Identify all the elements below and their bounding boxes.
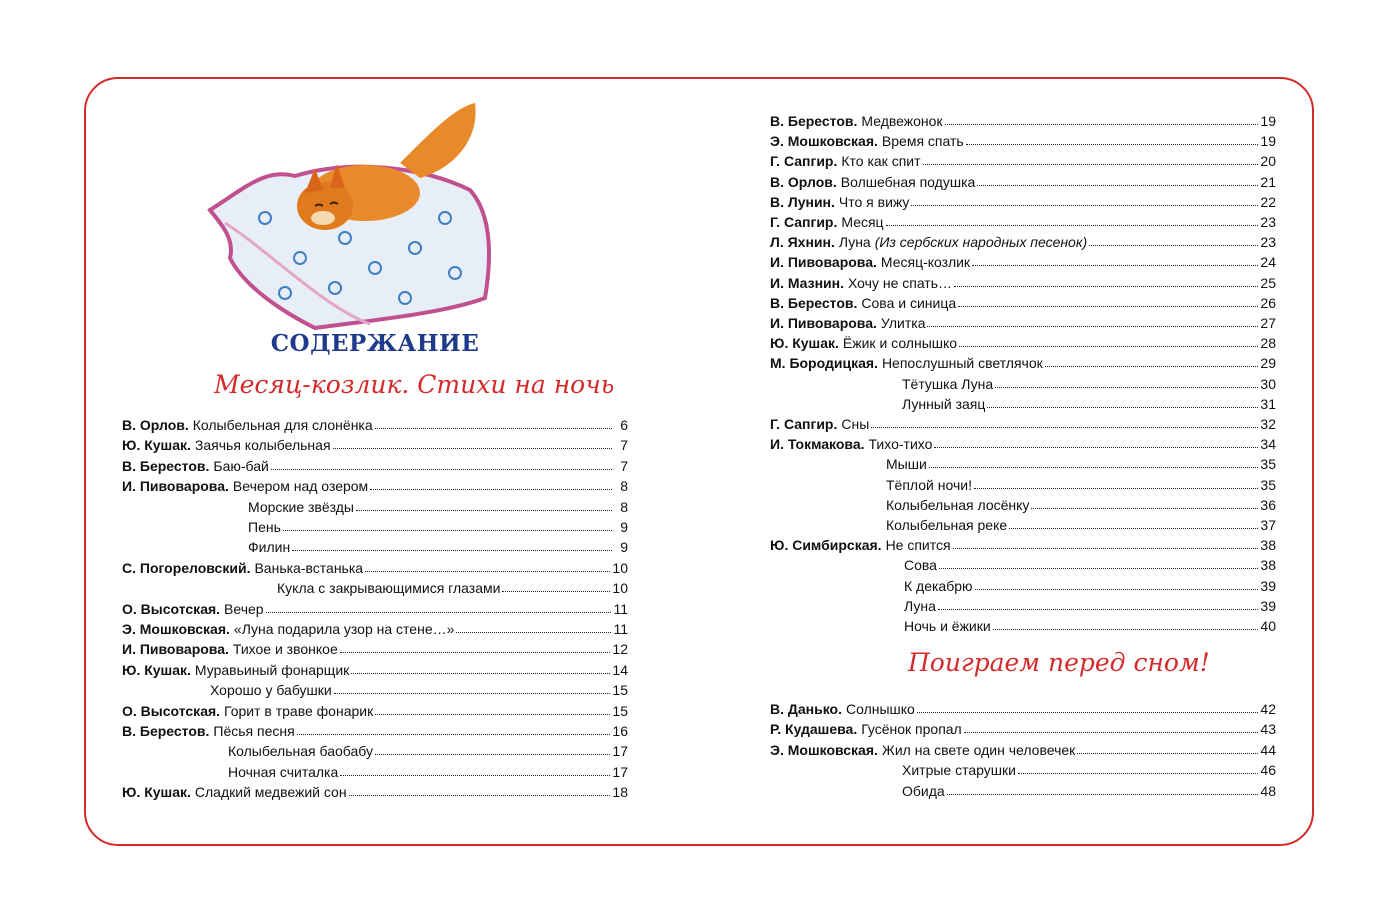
entry-page-number: 36 bbox=[1260, 496, 1276, 513]
contents-entry bbox=[122, 412, 628, 432]
entry-page-number: 38 bbox=[1260, 557, 1276, 574]
entry-page-number: 22 bbox=[1260, 193, 1276, 210]
contents-entry bbox=[770, 209, 1276, 229]
entry-page-number: 26 bbox=[1260, 294, 1276, 311]
entry-author: В. Берестов. bbox=[122, 723, 210, 739]
dot-leader bbox=[375, 714, 610, 715]
entry-author: В. Данько. bbox=[770, 701, 842, 717]
dot-leader bbox=[365, 571, 610, 572]
dot-leader bbox=[939, 568, 1258, 569]
entry-page-number: 17 bbox=[612, 763, 628, 780]
entry-author: Э. Мошковская. bbox=[770, 133, 878, 150]
entry-page-number: 37 bbox=[1260, 517, 1276, 533]
dot-leader bbox=[886, 225, 1259, 226]
dot-leader bbox=[375, 428, 612, 429]
dot-leader bbox=[456, 632, 611, 633]
entry-title: Луна bbox=[904, 597, 936, 614]
contents-entry bbox=[770, 229, 1276, 249]
entry-title: Сова bbox=[904, 557, 937, 574]
dot-leader bbox=[975, 589, 1259, 590]
contents-entry bbox=[770, 128, 1276, 148]
entry-page-number: 48 bbox=[1260, 782, 1276, 799]
entry-author: Э. Мошковская. bbox=[770, 741, 878, 758]
entry-title: Месяц bbox=[841, 214, 884, 230]
dot-leader bbox=[502, 591, 610, 592]
contents-entry bbox=[904, 552, 1276, 572]
contents-entry bbox=[770, 249, 1276, 269]
entry-author: О. Высотская. bbox=[122, 600, 221, 617]
entry-author: Ю. Симбирская. bbox=[770, 537, 882, 554]
entry-author: Р. Кудашева. bbox=[770, 721, 858, 738]
entry-page-number: 43 bbox=[1260, 721, 1276, 738]
entry-author: Ю. Кушак. bbox=[122, 437, 191, 454]
entry-title: Мыши bbox=[886, 456, 927, 473]
entry-title: Жил на свете один человечек bbox=[881, 741, 1076, 758]
entry-page-number: 27 bbox=[1260, 315, 1276, 331]
contents-entry bbox=[248, 534, 628, 554]
entry-title: «Луна подарила узор на стене…» bbox=[233, 621, 455, 637]
entry-author: В. Берестов. bbox=[122, 457, 210, 474]
entry-page-number: 10 bbox=[612, 559, 628, 576]
dot-leader bbox=[987, 407, 1258, 408]
section-title-2: Поиграем перед сном! bbox=[908, 648, 1210, 677]
entry-title: Муравьиный фонарщик bbox=[194, 661, 350, 678]
entry-title: Лунный заяц bbox=[902, 395, 986, 412]
contents-entry bbox=[770, 169, 1276, 189]
dot-leader bbox=[266, 612, 612, 613]
entry-title: Обида bbox=[902, 782, 945, 799]
entry-author: В. Берестов. bbox=[770, 294, 858, 311]
entry-page-number: 34 bbox=[1260, 436, 1276, 453]
entry-title: Горит в траве фонарик bbox=[224, 702, 374, 719]
entry-title: Ночь и ёжики bbox=[904, 618, 991, 634]
entry-title: Медвежонок bbox=[861, 113, 943, 129]
entry-page-number: 39 bbox=[1260, 597, 1276, 614]
contents-entry bbox=[770, 270, 1276, 290]
page-title: СОДЕРЖАНИЕ bbox=[270, 330, 480, 357]
dot-leader bbox=[966, 144, 1259, 145]
dot-leader bbox=[953, 548, 1259, 549]
contents-entry bbox=[228, 738, 628, 758]
entry-title: Морские звёзды bbox=[248, 498, 354, 515]
dot-leader bbox=[356, 510, 612, 511]
dot-leader bbox=[1009, 528, 1258, 529]
section-title-1: Месяц-козлик. Стихи на ночь bbox=[214, 370, 615, 399]
entry-page-number: 31 bbox=[1260, 395, 1276, 412]
entry-page-number: 35 bbox=[1260, 476, 1276, 493]
entry-title: Что я вижу bbox=[838, 193, 910, 210]
entry-author: Г. Сапгир. bbox=[770, 214, 838, 230]
entry-page-number: 42 bbox=[1260, 701, 1276, 717]
dot-leader bbox=[349, 795, 611, 796]
dot-leader bbox=[929, 467, 1259, 468]
entry-title: Сны bbox=[841, 416, 870, 432]
entry-author: О. Высотская. bbox=[122, 702, 221, 719]
entry-page-number: 23 bbox=[1260, 234, 1276, 251]
contents-entry bbox=[886, 512, 1276, 532]
entry-page-number: 19 bbox=[1260, 133, 1276, 150]
entry-title: Филин bbox=[248, 539, 291, 556]
dot-leader bbox=[1089, 245, 1258, 246]
entry-page-number: 8 bbox=[620, 498, 628, 515]
entry-author: И. Пивоварова. bbox=[770, 254, 877, 271]
contents-entry bbox=[770, 350, 1276, 370]
entry-title: К декабрю bbox=[904, 577, 973, 594]
dot-leader bbox=[993, 629, 1259, 630]
contents-entry bbox=[770, 189, 1276, 209]
contents-entry bbox=[228, 759, 628, 779]
dot-leader bbox=[292, 550, 612, 551]
squirrel-on-pillow-illustration bbox=[205, 98, 505, 330]
contents-entry bbox=[122, 657, 628, 677]
entry-page-number: 7 bbox=[620, 437, 628, 454]
dot-leader bbox=[370, 489, 612, 490]
dot-leader bbox=[917, 712, 1259, 713]
entry-title: Тёплой ночи! bbox=[886, 476, 972, 493]
dot-leader bbox=[1077, 753, 1258, 754]
contents-entry bbox=[122, 453, 628, 473]
entry-title: Гусёнок пропал bbox=[861, 721, 962, 738]
dot-leader bbox=[333, 448, 612, 449]
dot-leader bbox=[911, 205, 1258, 206]
entry-author: Э. Мошковская. bbox=[122, 621, 230, 637]
entry-page-number: 14 bbox=[612, 661, 628, 678]
entry-page-number: 24 bbox=[1260, 254, 1276, 271]
contents-entry bbox=[248, 514, 628, 534]
dot-leader bbox=[959, 346, 1258, 347]
dot-leader bbox=[271, 469, 612, 470]
entry-title: Кто как спит bbox=[841, 153, 921, 170]
contents-entry bbox=[902, 778, 1276, 798]
entry-title: Сова и синица bbox=[861, 294, 957, 311]
dot-leader bbox=[1018, 773, 1258, 774]
dot-leader bbox=[977, 185, 1258, 186]
entry-author: И. Пивоварова. bbox=[122, 641, 229, 658]
entry-title: Пёсья песня bbox=[213, 723, 295, 739]
contents-entry bbox=[770, 737, 1276, 757]
dot-leader bbox=[297, 734, 611, 735]
dot-leader bbox=[340, 652, 611, 653]
entry-page-number: 38 bbox=[1260, 537, 1276, 554]
contents-entry bbox=[210, 677, 628, 697]
dot-leader bbox=[974, 488, 1258, 489]
dot-leader bbox=[334, 693, 611, 694]
entry-page-number: 18 bbox=[612, 784, 628, 801]
entry-page-number: 39 bbox=[1260, 577, 1276, 594]
contents-entry bbox=[770, 532, 1276, 552]
contents-entry bbox=[122, 473, 628, 493]
entry-author: В. Орлов. bbox=[770, 173, 837, 190]
entry-title: Колыбельная лосёнку bbox=[886, 496, 1030, 513]
contents-entry bbox=[902, 757, 1276, 777]
contents-entry bbox=[277, 575, 628, 595]
entry-page-number: 16 bbox=[612, 723, 628, 739]
entry-author: Ю. Кушак. bbox=[122, 661, 191, 678]
contents-entry bbox=[770, 290, 1276, 310]
entry-page-number: 44 bbox=[1260, 741, 1276, 758]
entry-note: (Из сербских народных песенок) bbox=[874, 234, 1088, 251]
entry-author: Ю. Кушак. bbox=[770, 335, 839, 352]
contents-entry bbox=[122, 555, 628, 575]
dot-leader bbox=[958, 306, 1258, 307]
entry-page-number: 35 bbox=[1260, 456, 1276, 473]
contents-entry bbox=[904, 593, 1276, 613]
dot-leader bbox=[954, 286, 1258, 287]
dot-leader bbox=[934, 447, 1258, 448]
entry-page-number: 7 bbox=[620, 457, 628, 474]
dot-leader bbox=[340, 775, 610, 776]
entry-author: И. Мазнин. bbox=[770, 274, 844, 291]
entry-title: Тётушка Луна bbox=[902, 375, 994, 392]
dot-leader bbox=[283, 530, 612, 531]
dot-leader bbox=[375, 754, 610, 755]
entry-page-number: 29 bbox=[1260, 355, 1276, 372]
entry-title: Тихое и звонкое bbox=[232, 641, 338, 658]
entry-title: Тихо-тихо bbox=[868, 436, 933, 453]
contents-entry bbox=[886, 472, 1276, 492]
entry-author: И. Пивоварова. bbox=[770, 315, 877, 331]
entry-title: Хорошо у бабушки bbox=[210, 682, 332, 699]
entry-title: Не спится bbox=[885, 537, 951, 554]
dot-leader bbox=[923, 164, 1259, 165]
entry-author: В. Лунин. bbox=[770, 193, 835, 210]
contents-entry bbox=[770, 108, 1276, 128]
contents-entry bbox=[122, 718, 628, 738]
entry-title: Пень bbox=[248, 519, 281, 535]
entry-title: Ёжик и солнышко bbox=[842, 335, 958, 352]
contents-entry bbox=[770, 716, 1276, 736]
entry-author: Ю. Кушак. bbox=[122, 784, 191, 801]
entry-author: В. Орлов. bbox=[122, 417, 189, 433]
entry-author: М. Бородицкая. bbox=[770, 355, 878, 372]
entry-page-number: 17 bbox=[612, 743, 628, 760]
entry-page-number: 8 bbox=[620, 478, 628, 495]
entry-page-number: 9 bbox=[620, 519, 628, 535]
entry-page-number: 11 bbox=[613, 600, 628, 617]
contents-entry bbox=[886, 492, 1276, 512]
contents-entry bbox=[904, 613, 1276, 633]
contents-entry bbox=[770, 330, 1276, 350]
entry-page-number: 46 bbox=[1260, 762, 1276, 779]
dot-leader bbox=[351, 673, 610, 674]
contents-entry bbox=[770, 310, 1276, 330]
contents-entry bbox=[902, 391, 1276, 411]
entry-title: Вечером над озером bbox=[232, 478, 369, 495]
contents-entry bbox=[122, 432, 628, 452]
contents-entry bbox=[122, 779, 628, 799]
entry-page-number: 30 bbox=[1260, 375, 1276, 392]
contents-entry bbox=[122, 698, 628, 718]
entry-title: Заячья колыбельная bbox=[194, 437, 331, 454]
entry-author: В. Берестов. bbox=[770, 113, 858, 129]
entry-title: Ванька-встанька bbox=[254, 559, 364, 576]
contents-entry bbox=[886, 451, 1276, 471]
entry-author: С. Погореловский. bbox=[122, 559, 251, 576]
entry-title: Колыбельная для слонёнка bbox=[192, 417, 373, 433]
entry-page-number: 23 bbox=[1260, 214, 1276, 230]
contents-entry bbox=[122, 616, 628, 636]
contents-entry bbox=[770, 431, 1276, 451]
dot-leader bbox=[972, 265, 1258, 266]
entry-page-number: 40 bbox=[1260, 618, 1276, 634]
entry-title: Месяц-козлик bbox=[880, 254, 971, 271]
entry-title: Улитка bbox=[880, 315, 926, 331]
dot-leader bbox=[947, 794, 1259, 795]
dot-leader bbox=[927, 326, 1258, 327]
entry-page-number: 6 bbox=[620, 417, 628, 433]
contents-entry bbox=[770, 411, 1276, 431]
contents-entry bbox=[770, 148, 1276, 168]
entry-page-number: 19 bbox=[1260, 113, 1276, 129]
dot-leader bbox=[945, 124, 1259, 125]
entry-title: Непослушный светлячок bbox=[881, 355, 1043, 372]
entry-title: Волшебная подушка bbox=[840, 173, 976, 190]
contents-entry bbox=[904, 573, 1276, 593]
entry-title: Солнышко bbox=[845, 701, 915, 717]
entry-page-number: 28 bbox=[1260, 335, 1276, 352]
entry-page-number: 9 bbox=[620, 539, 628, 556]
entry-page-number: 11 bbox=[613, 621, 628, 637]
entry-title: Вечер bbox=[224, 600, 264, 617]
entry-page-number: 12 bbox=[612, 641, 628, 658]
contents-entry bbox=[248, 494, 628, 514]
entry-title: Ночная считалка bbox=[228, 763, 339, 780]
entry-author: Л. Яхнин. bbox=[770, 234, 835, 251]
entry-page-number: 15 bbox=[612, 702, 628, 719]
entry-author: И. Токмакова. bbox=[770, 436, 865, 453]
entry-title: Баю-бай bbox=[213, 457, 269, 474]
dot-leader bbox=[964, 732, 1259, 733]
dot-leader bbox=[995, 387, 1258, 388]
dot-leader bbox=[1031, 508, 1258, 509]
entry-title: Время спать bbox=[881, 133, 964, 150]
dot-leader bbox=[871, 427, 1258, 428]
entry-page-number: 15 bbox=[612, 682, 628, 699]
entry-title: Хитрые старушки bbox=[902, 762, 1016, 779]
entry-title: Колыбельная баобабу bbox=[228, 743, 373, 760]
entry-page-number: 25 bbox=[1260, 274, 1276, 291]
entry-title: Хочу не спать… bbox=[848, 274, 953, 291]
entry-title: Кукла с закрывающимися глазами bbox=[277, 580, 501, 597]
entry-author: И. Пивоварова. bbox=[122, 478, 229, 495]
entry-page-number: 21 bbox=[1260, 173, 1276, 190]
contents-entry bbox=[122, 636, 628, 656]
entry-author: Г. Сапгир. bbox=[770, 153, 838, 170]
entry-title: Луна bbox=[838, 234, 871, 251]
entry-page-number: 32 bbox=[1260, 416, 1276, 432]
entry-author: Г. Сапгир. bbox=[770, 416, 838, 432]
entry-title: Колыбельная реке bbox=[886, 517, 1008, 533]
entry-title: Сладкий медвежий сон bbox=[194, 784, 347, 801]
contents-entry bbox=[770, 696, 1276, 716]
dot-leader bbox=[1045, 366, 1259, 367]
dot-leader bbox=[938, 609, 1259, 610]
contents-entry bbox=[122, 596, 628, 616]
entry-page-number: 20 bbox=[1260, 153, 1276, 170]
contents-entry bbox=[902, 371, 1276, 391]
entry-page-number: 10 bbox=[612, 580, 628, 597]
